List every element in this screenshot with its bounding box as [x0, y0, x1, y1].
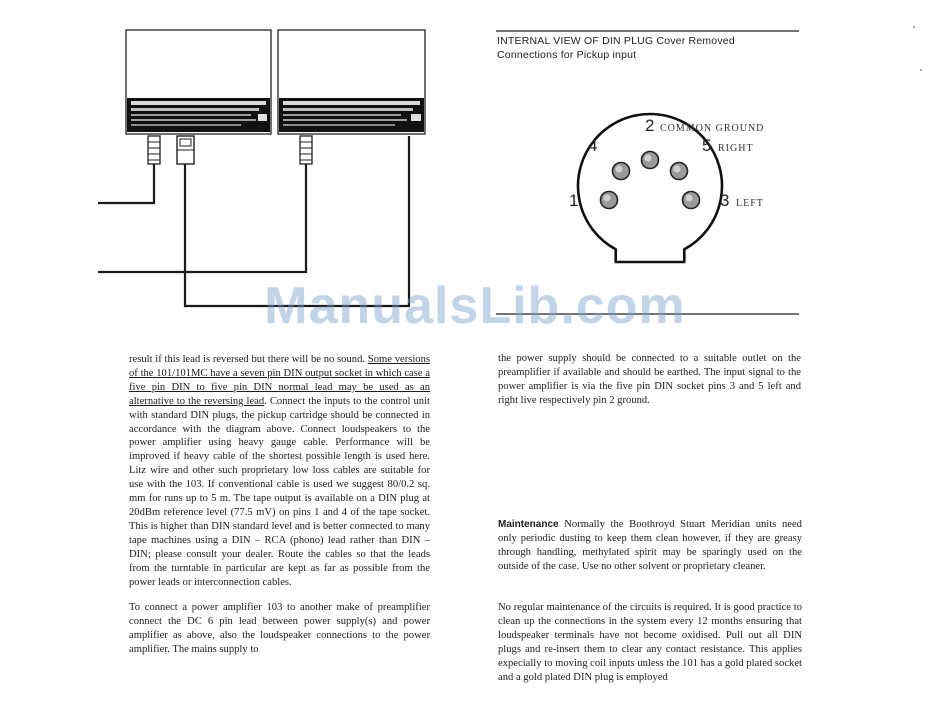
right-paragraph-3 — [498, 601, 802, 684]
right-paragraph-1 — [498, 352, 801, 408]
din-pin-number-4: 4 — [588, 136, 598, 155]
p1-rest: . Connect the inputs to the control unit with standard DIN plugs, the pickup cartridge should be connected in accordance with the diagram above. Connect loudspeakers to the power amplifier using heavy gauge cable. Performance will be improved if heavy cable of the shortest possible length is used here. Litz wire and other such proprietary low loss cables are suitable for use with the 103. If conventional cable is used we suggest 80/0.2 sq. mm for runs up to 5 m. The tape output is available on a DIN plug at 20dBm reference level (77.5 mV) on pins 1 and 4 of the tape socket. This is higher than DIN standard level and is better connected to many tape machines using a DIN – RCA (phono) lead rather than DIN – DIN; please consult your dealer. Route the cables so that the leads from the turntable in particular are kept as far as possible from the power leads or interconnection cables. — [129, 395, 430, 588]
din-pin-1-highlight — [604, 195, 611, 202]
din-plug-left — [148, 136, 160, 164]
din-pin-number-3: 3 — [720, 191, 730, 210]
din-plug-face — [578, 114, 722, 262]
din-view-caption — [497, 34, 735, 62]
din-pin-4-highlight — [616, 166, 623, 173]
din-pin-3-highlight — [686, 195, 693, 202]
right-paragraph-1-text: the power supply should be connected to a suitable outlet on the preamplifier if available and should be earthed. The input signal to the power amplifier is via the five pin DIN socket pins 3 and 5 left and right live respectively pin 2 ground. — [498, 353, 801, 406]
din-plug-right — [300, 136, 312, 164]
din-pin-2-highlight — [645, 155, 652, 162]
din-plug-center — [177, 136, 194, 164]
maintenance-text: Normally the Boothroyd Stuart Meridian units need only periodic dusting to keep them clean however, if they are greasy through handling, methylated spirit may be sparingly used on the outside of the case. Use no other solvent or proprietary cleaner. — [498, 519, 802, 572]
left-text-column — [129, 353, 430, 657]
din-pin-label-2: COMMON GROUND — [660, 123, 765, 134]
left-paragraph-1 — [129, 353, 430, 589]
right-paragraph-3-text: No regular maintenance of the circuits is required. It is good practice to clean up the connections in the system every 12 months ensuring that loudspeaker terminals have not become oxidised. Pull out all DIN plugs and re-insert them to clear any contact resistance. This applies expecially to moving coil inputs unless the 101 has a gold plated socket and a gold plated DIN plug is employed — [498, 602, 802, 683]
maintenance-heading: Maintenance — [498, 519, 559, 530]
p1-start: result if this lead is reversed but there will be no sound. — [129, 354, 366, 365]
caption-line-1: INTERNAL VIEW OF DIN PLUG Cover Removed — [497, 35, 735, 47]
p1-underlined: Some versions of the 101/101MC have a seven pin DIN output socket in which case a five pin DIN to five pin DIN normal lead may be used as an alternative to the reversing lead — [129, 354, 430, 407]
left-paragraph-2: To connect a power amplifier 103 to another make of preamplifier connect the DC 6 pin lead between power supply(s) and power amplifier as above, also the loudspeaker connections to the power amplifier. The mains supply to — [129, 602, 430, 656]
caption-line-2: Connections for Pickup input — [497, 49, 637, 61]
din-pin-number-5: 5 — [702, 136, 712, 155]
maintenance-section — [498, 518, 802, 574]
din-pin-number-1: 1 — [569, 191, 579, 210]
control-unit-back-panel — [126, 30, 271, 134]
din-pin-number-2: 2 — [645, 116, 655, 135]
din-pin-label-5: RIGHT — [718, 143, 754, 154]
watermark: ManualsLib.com — [264, 277, 686, 335]
interconnect-cables — [98, 136, 409, 306]
din-pin-5-highlight — [674, 166, 681, 173]
power-supply-back-panel — [278, 30, 425, 134]
din-pin-label-3: LEFT — [736, 198, 764, 209]
